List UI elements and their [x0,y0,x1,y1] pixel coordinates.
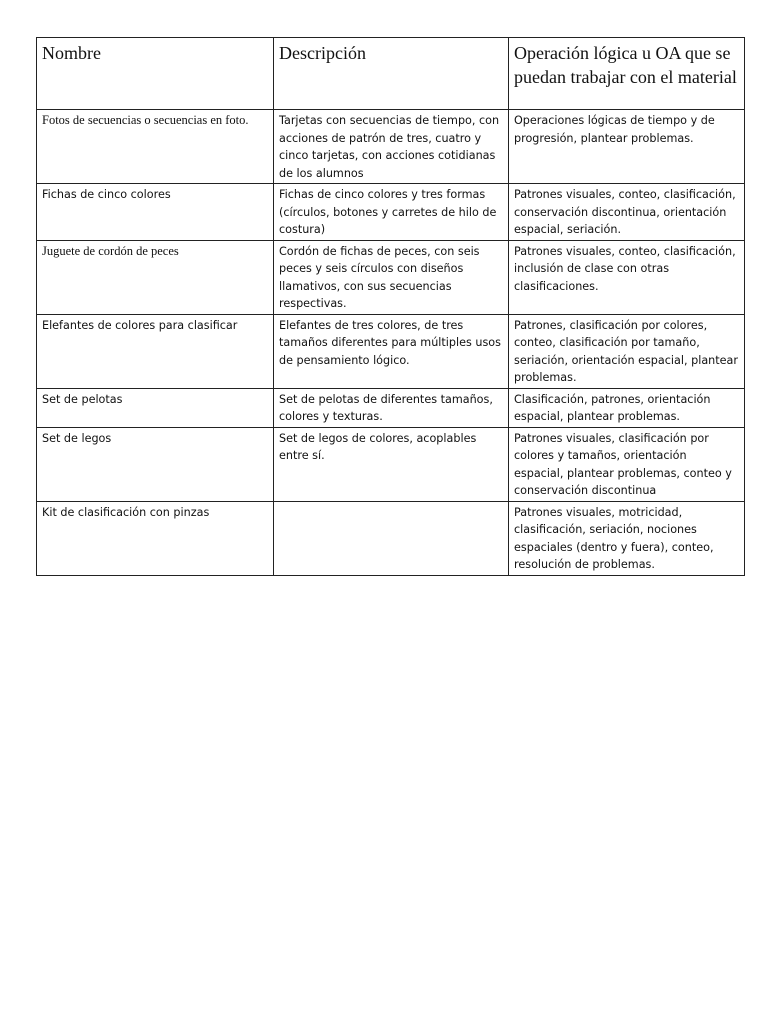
table-row [37,501,745,575]
cell-nombre: Set de pelotas [37,388,274,427]
cell-descripcion: Set de pelotas de diferentes tamaños, colores y texturas. [274,388,509,427]
cell-descripcion: Cordón de fichas de peces, con seis peces y seis círculos con diseños llamativos, con sus secuencias respectivas. [274,240,509,314]
cell-descripcion: Fichas de cinco colores y tres formas (círculos, botones y carretes de hilo de costura) [274,184,509,241]
table-row [37,184,745,241]
cell-operacion: Patrones visuales, motricidad, clasificación, seriación, nociones espaciales (dentro y fuera), conteo, resolución de problemas. [509,501,745,575]
cell-descripcion: Tarjetas con secuencias de tiempo, con acciones de patrón de tres, cuatro y cinco tarjetas, con acciones cotidianas de los alumnos [274,110,509,184]
cell-nombre: Fichas de cinco colores [37,184,274,241]
table-row [37,314,745,388]
cell-operacion: Patrones visuales, conteo, clasificación, inclusión de clase con otras clasificaciones. [509,240,745,314]
table-row [37,388,745,427]
cell-nombre: Fotos de secuencias o secuencias en foto. [37,110,274,184]
cell-nombre: Juguete de cordón de peces [37,240,274,314]
table-row [37,427,745,501]
cell-nombre: Elefantes de colores para clasificar [37,314,274,388]
cell-nombre: Set de legos [37,427,274,501]
cell-operacion: Operaciones lógicas de tiempo y de progresión, plantear problemas. [509,110,745,184]
cell-descripcion [274,501,509,575]
cell-operacion: Patrones, clasificación por colores, conteo, clasificación por tamaño, seriación, orientación espacial, plantear problemas. [509,314,745,388]
cell-operacion: Patrones visuales, conteo, clasificación, conservación discontinua, orientación espacial, seriación. [509,184,745,241]
cell-operacion: Patrones visuales, clasificación por colores y tamaños, orientación espacial, plantear problemas, conteo y conservación discontinua [509,427,745,501]
header-nombre: Nombre [37,38,274,110]
document-page [36,37,744,576]
table-row [37,240,745,314]
table-header-row [37,38,745,110]
header-descripcion: Descripción [274,38,509,110]
cell-descripcion: Set de legos de colores, acoplables entre sí. [274,427,509,501]
header-operacion: Operación lógica u OA que se puedan trabajar con el material [509,38,745,110]
materials-table [36,37,745,576]
cell-nombre: Kit de clasificación con pinzas [37,501,274,575]
cell-descripcion: Elefantes de tres colores, de tres tamaños diferentes para múltiples usos de pensamiento lógico. [274,314,509,388]
table-row [37,110,745,184]
cell-operacion: Clasificación, patrones, orientación espacial, plantear problemas. [509,388,745,427]
